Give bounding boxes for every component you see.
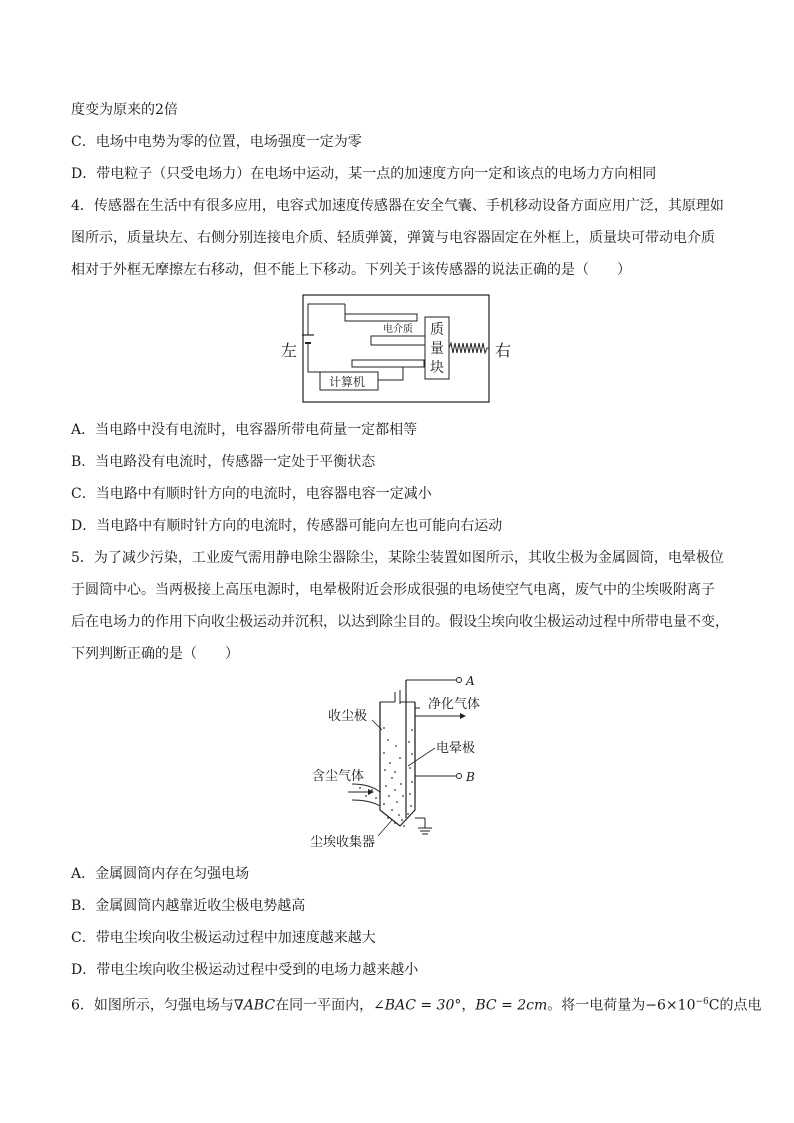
precipitator-diagram — [300, 668, 500, 853]
mass-label-3: 块 — [430, 360, 444, 376]
q6-charge: −6×10 — [645, 997, 696, 1014]
q6-bc: BC = 2cm — [475, 997, 548, 1014]
option-c-q3: C．电场中电势为零的位置，电场强度一定为零 — [71, 134, 362, 150]
top-plate — [345, 314, 417, 321]
sensor-diagram — [275, 292, 515, 407]
text-line: 度变为原来的2倍 — [71, 102, 178, 118]
label-a: A — [466, 674, 475, 688]
collector-label: 收尘极 — [328, 709, 368, 724]
q4-option-b: B．当电路没有电流时，传感器一定处于平衡状态 — [71, 454, 376, 470]
q6-comma: ， — [461, 997, 476, 1014]
right-label: 右 — [495, 341, 512, 360]
q4-option-c: C．当电路中有顺时针方向的电流时，电容器电容一定减小 — [71, 486, 432, 502]
inlet-bottom — [352, 800, 380, 806]
option-d-q3: D．带电粒子（只受电场力）在电场中运动，某一点的加速度方向一定和该点的电场力方向相同 — [71, 166, 657, 182]
terminal-b — [457, 774, 462, 779]
q5-option-d: D．带电尘埃向收尘极运动过程中受到的电场力越来越小 — [71, 962, 419, 978]
question-4-line3: 相对于外框无摩擦左右移动，但不能上下移动。下列关于该传感器的说法正确的是（ ） — [71, 262, 631, 278]
question-4-line2: 图所示，质量块左、右侧分别连接电介质、轻质弹簧，弹簧与电容器固定在外框上，质量块可带动电介质 — [71, 230, 715, 246]
clean-gas-label: 净化气体 — [428, 697, 481, 712]
question-4-line1: 4．传感器在生活中有很多应用，电容式加速度传感器在安全气囊、手机移动设备方面应用广泛，其原理如 — [71, 198, 724, 214]
q6-exponent: −6 — [695, 997, 709, 1007]
question-6-line1 — [71, 992, 761, 1016]
q6-unit: C — [708, 997, 720, 1014]
q6-angle: ∠BAC = 30° — [373, 997, 462, 1014]
label-b: B — [466, 770, 475, 784]
q4-option-d: D．当电路中有顺时针方向的电流时，传感器可能向左也可能向右运动 — [71, 518, 503, 534]
dust-particles — [359, 727, 413, 827]
spring — [449, 343, 489, 353]
corona-label: 电晕极 — [436, 741, 476, 756]
terminal-a — [457, 678, 462, 683]
computer-label: 计算机 — [329, 375, 366, 389]
dusty-gas-label: 含尘气体 — [312, 769, 365, 784]
mass-label-1: 质 — [430, 322, 444, 338]
inlet-top — [352, 784, 380, 792]
bottom-plate — [352, 360, 424, 367]
hopper-right — [400, 798, 415, 826]
q4-option-a: A．当电路中没有电流时，电容器所带电荷量一定都相等 — [71, 422, 418, 438]
q6-mid2: 。将一电荷量为 — [547, 997, 646, 1014]
q6-triangle: ∇ABC — [233, 997, 276, 1014]
q5-option-b: B．金属圆筒内越靠近收尘极电势越高 — [71, 898, 306, 914]
dust-collector-label: 尘埃收集器 — [310, 835, 376, 850]
dielectric-label: 电介质 — [383, 324, 413, 335]
q6-mid1: 在同一平面内， — [275, 997, 374, 1014]
question-5-line2: 于圆筒中心。当两极接上高压电源时，电晕极附近会形成很强的电场使空气电离，废气中的尘埃吸附离子 — [71, 582, 715, 598]
q6-prefix: 6．如图所示，匀强电场与 — [71, 997, 234, 1014]
question-5-line4: 下列判断正确的是（ ） — [71, 646, 239, 662]
left-label: 左 — [281, 341, 298, 360]
q6-suffix: 的点电 — [719, 997, 762, 1014]
q5-option-c: C．带电尘埃向收尘极运动过程中加速度越来越大 — [71, 930, 376, 946]
question-5-line1: 5．为了减少污染，工业废气需用静电除尘器除尘，某除尘装置如图所示，其收尘极为金属圆筒，电晕极位 — [71, 550, 724, 566]
question-5-line3: 后在电场力的作用下向收尘极运动并沉积，以达到除尘目的。假设尘埃向收尘极运动过程中所带电量不变， — [71, 614, 729, 630]
dielectric — [371, 336, 425, 345]
mass-label-2: 量 — [430, 341, 444, 357]
q5-option-a: A．金属圆筒内存在匀强电场 — [71, 866, 250, 882]
